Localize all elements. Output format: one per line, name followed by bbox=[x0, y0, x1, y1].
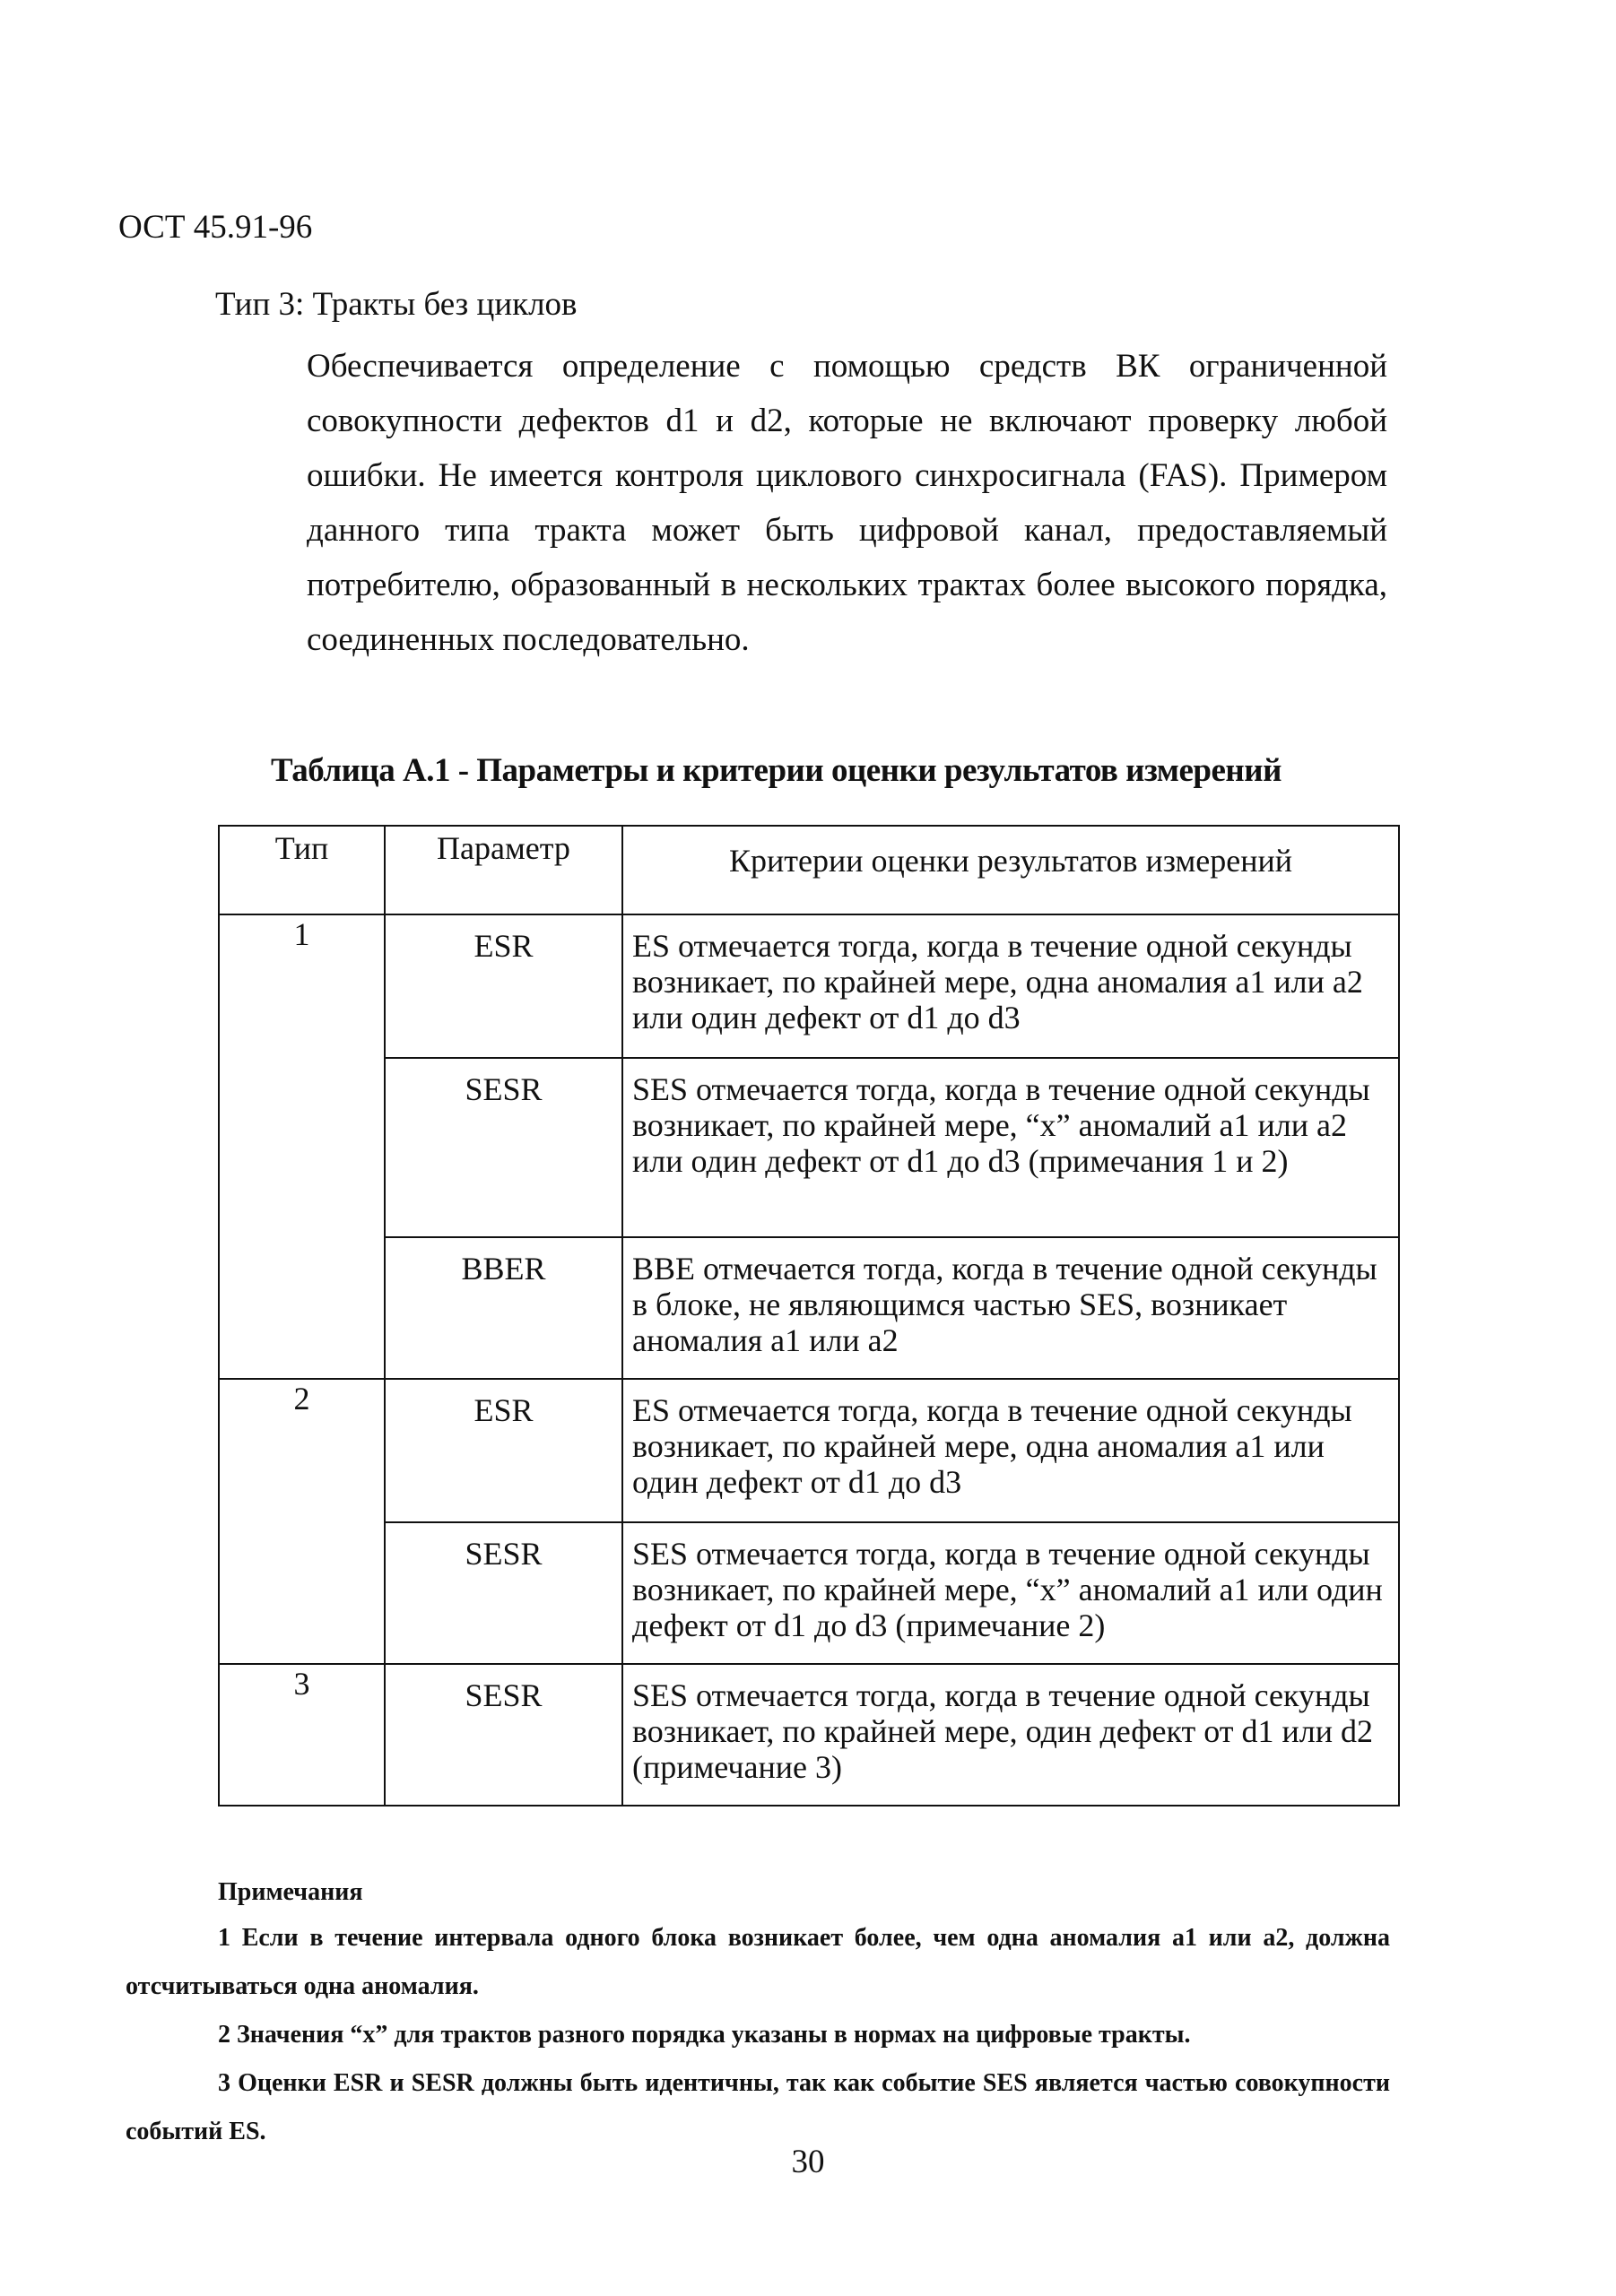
criteria-cell: SES отмечается тогда, когда в течение одной секунды возникает, по крайней мере, “x” аномалий a1 или a2 или один дефект от d1 до d3 (примечания 1 и 2) bbox=[622, 1058, 1399, 1237]
header-parameter: Параметр bbox=[385, 826, 622, 914]
parameters-table bbox=[218, 825, 1400, 1806]
header-criteria: Критерии оценки результатов измерений bbox=[622, 826, 1399, 914]
header-type: Тип bbox=[219, 826, 385, 914]
type-cell: 2 bbox=[219, 1379, 385, 1664]
type-cell: 1 bbox=[219, 914, 385, 1379]
section-paragraph: Обеспечивается определение с помощью средств ВК ограниченной совокупности дефектов d1 и d2, которые не включают проверку любой ошибки. Не имеется контроля циклового синхросигнала (FAS). Примером данного типа тракта может быть цифровой канал, предоставляемый потребителю, образованный в нескольких трактах более высокого порядка, соединенных последовательно. bbox=[307, 348, 1387, 658]
param-cell: ESR bbox=[385, 1379, 622, 1522]
document-code: ОСТ 45.91-96 bbox=[118, 209, 313, 246]
table-row bbox=[219, 1379, 1399, 1522]
criteria-cell: BBE отмечается тогда, когда в течение одной секунды в блоке, не являющимся частью SES, возникает аномалия a1 или a2 bbox=[622, 1237, 1399, 1379]
type-cell: 3 bbox=[219, 1664, 385, 1806]
table-row bbox=[219, 1058, 1399, 1237]
table-row bbox=[219, 914, 1399, 1058]
page-number: 30 bbox=[791, 2144, 825, 2180]
table-row bbox=[219, 1664, 1399, 1806]
param-cell: BBER bbox=[385, 1237, 622, 1379]
criteria-cell: SES отмечается тогда, когда в течение одной секунды возникает, по крайней мере, “x” аномалий a1 или один дефект от d1 до d3 (примечание 2) bbox=[622, 1522, 1399, 1664]
note-item: 3 Оценки ESR и SESR должны быть идентичны, так как событие SES является частью совокупности событий ES. bbox=[126, 2069, 1390, 2145]
table-row bbox=[219, 1237, 1399, 1379]
criteria-cell: ES отмечается тогда, когда в течение одной секунды возникает, по крайней мере, одна аномалия a1 или один дефект от d1 до d3 bbox=[622, 1379, 1399, 1522]
table-header-row bbox=[219, 826, 1399, 914]
param-cell: SESR bbox=[385, 1058, 622, 1237]
table-row bbox=[219, 1522, 1399, 1664]
table-caption: Таблица А.1 - Параметры и критерии оценки результатов измерений bbox=[271, 752, 1282, 789]
section-title: Тип 3: Тракты без циклов bbox=[215, 286, 578, 323]
param-cell: SESR bbox=[385, 1664, 622, 1806]
param-cell: ESR bbox=[385, 914, 622, 1058]
note-item: 2 Значения “x” для трактов разного порядка указаны в нормах на цифровые тракты. bbox=[218, 2021, 1191, 2049]
param-cell: SESR bbox=[385, 1522, 622, 1664]
notes-list bbox=[126, 1914, 1390, 2156]
criteria-cell: SES отмечается тогда, когда в течение одной секунды возникает, по крайней мере, один дефект от d1 или d2 (примечание 3) bbox=[622, 1664, 1399, 1806]
criteria-cell: ES отмечается тогда, когда в течение одной секунды возникает, по крайней мере, одна аномалия a1 или a2 или один дефект от d1 до d3 bbox=[622, 914, 1399, 1058]
notes-title: Примечания bbox=[218, 1878, 363, 1906]
note-item: 1 Если в течение интервала одного блока возникает более, чем одна аномалия a1 или a2, должна отсчитываться одна аномалия. bbox=[126, 1924, 1390, 2000]
